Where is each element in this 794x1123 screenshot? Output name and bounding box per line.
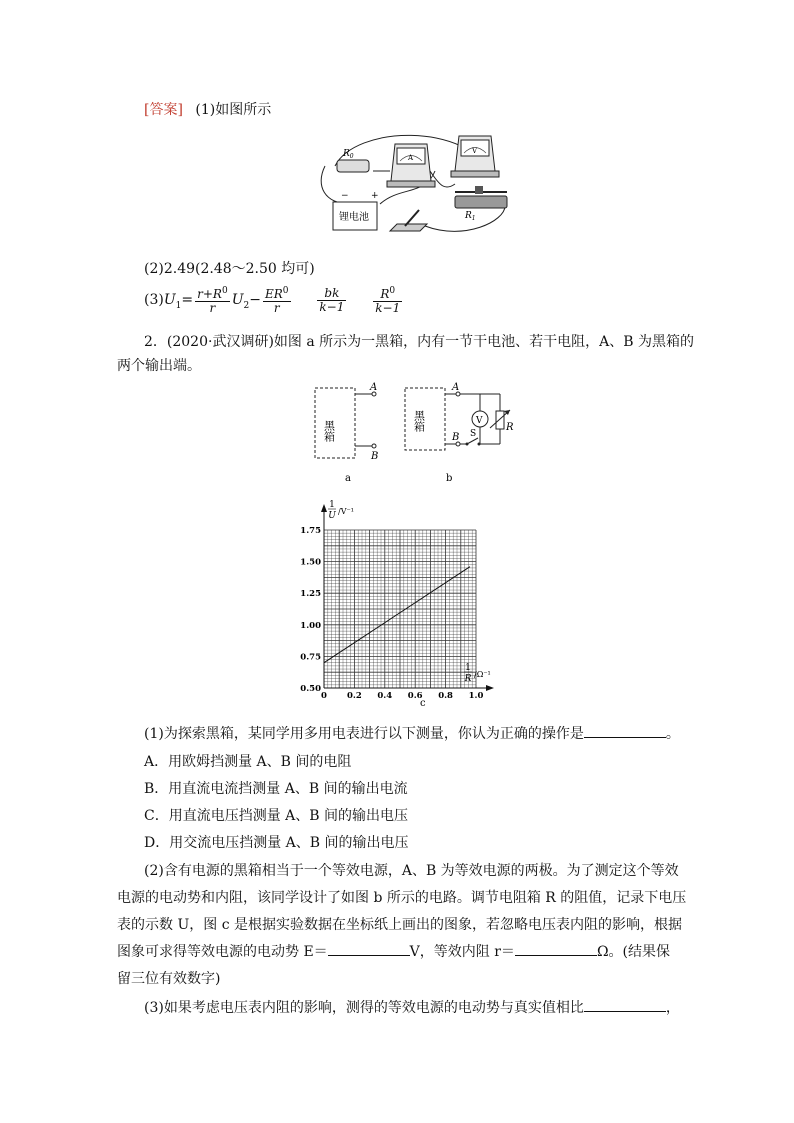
emf-answer-blank[interactable]	[328, 954, 410, 956]
resistance-answer-blank[interactable]	[515, 954, 597, 956]
svg-text:R: R	[506, 422, 514, 433]
figure-b	[400, 380, 530, 485]
sub2-line3: 表的示数 U，图 c 是根据实验数据在坐标纸上画出的图象，若忽略电压表内阻的影响，根据	[117, 917, 682, 933]
svg-text:/V⁻¹: /V⁻¹	[338, 507, 354, 516]
x-tick-label: 0.4	[377, 691, 393, 701]
chart-caption: c	[420, 698, 426, 708]
x-tick-label: 1.0	[468, 691, 484, 701]
chart-c	[290, 498, 530, 708]
x-tick-label: 0.2	[347, 691, 362, 701]
fraction-4: $\frac{R^0}{k-1}$	[375, 286, 401, 315]
sub2-line2: 电源的电动势和内阻，该同学设计了如图 b 所示的电路。调节电阻箱 R 的阻值，记录下电压	[117, 890, 687, 906]
circuit-figure	[315, 126, 515, 238]
sub3-answer-blank[interactable]	[584, 1010, 666, 1012]
fraction-3: $\frac{bk}{k-1}$	[319, 285, 345, 314]
svg-text:A: A	[370, 382, 378, 393]
fraction-1: $\frac{r+R^0}{r}$	[197, 286, 228, 315]
battery	[333, 191, 379, 230]
y-tick-label: 1.75	[300, 526, 321, 536]
y-tick-label: 0.75	[300, 652, 321, 663]
x-axis-arrow	[486, 685, 494, 691]
answer-part3: $(3)U_1=$ $\frac{r+R^0}{r}$ $U_2-$ $\frac{ER^0}{r}$ $\frac{bk}{k-1}$ $\frac{R^0}{k-1}$	[144, 285, 401, 315]
svg-text:锂电池: 锂电池	[339, 212, 369, 223]
option-b: B．用直流电流挡测量 A、B 间的输出电流	[144, 781, 408, 797]
svg-text:B: B	[371, 451, 379, 462]
y-tick-label: 1.50	[300, 557, 321, 568]
sub2-line5: 留三位有效数字)	[117, 971, 221, 987]
x-axis-label	[464, 663, 491, 684]
resistor-r0	[337, 160, 369, 172]
chart-grid	[324, 530, 476, 688]
y-tick-label: 0.50	[300, 684, 321, 694]
answer-part1: (1)如图所示	[195, 102, 272, 118]
svg-text:−: −	[341, 191, 349, 201]
question-line2: 两个输出端。	[117, 358, 201, 374]
switch	[390, 210, 427, 231]
answer-line	[144, 99, 271, 119]
sub3-line: (3)如果考虑电压表内阻的影响，测得的等效电源的电动势与真实值相比 ，	[144, 1000, 680, 1016]
svg-text:+: +	[371, 191, 379, 201]
option-a: A．用欧姆挡测量 A、B 间的电阻	[144, 754, 352, 770]
ammeter	[387, 144, 435, 187]
answer-part2: (2)2.49(2.48～2.50 均可)	[144, 261, 315, 277]
svg-text:S: S	[470, 429, 477, 439]
option-c: C．用直流电压挡测量 A、B 间的输出电压	[144, 808, 409, 824]
chart-series	[324, 567, 470, 663]
svg-text:1: 1	[465, 663, 471, 673]
answer-tag: [答案]	[144, 102, 183, 118]
svg-text:R: R	[464, 674, 472, 684]
sub2-line4: 图象可求得等效电源的电动势 E＝ V，等效内阻 r＝ Ω。(结果保	[117, 944, 671, 960]
svg-text:/Ω⁻¹: /Ω⁻¹	[474, 670, 491, 679]
x-tick-label: 0.6	[407, 691, 423, 701]
svg-text:黑箱: 黑箱	[322, 420, 336, 442]
svg-text:a: a	[345, 473, 351, 484]
svg-text:A: A	[452, 382, 460, 393]
option-d: D．用交流电压挡测量 A、B 间的输出电压	[144, 835, 409, 851]
sub1-line: (1)为探索黑箱，某同学用多用电表进行以下测量，你认为正确的操作是 。	[144, 726, 680, 742]
svg-text:黑箱: 黑箱	[412, 410, 426, 432]
y-axis-label	[328, 500, 354, 521]
y-tick-label: 1.25	[300, 589, 321, 600]
y-tick-label: 1.00	[300, 620, 321, 631]
figure-a	[310, 380, 390, 485]
series-line	[324, 567, 470, 663]
svg-text:A: A	[408, 154, 414, 162]
svg-text:1: 1	[329, 500, 335, 510]
svg-text:V: V	[472, 147, 478, 155]
r0-label: $R_0$	[343, 149, 354, 160]
y-axis-arrow	[321, 504, 327, 512]
sub1-answer-blank[interactable]	[584, 736, 666, 738]
svg-text:U: U	[328, 511, 336, 521]
x-tick-label: 0.8	[438, 691, 453, 701]
svg-text:B: B	[452, 432, 460, 443]
sub2-line1: (2)含有电源的黑箱相当于一个等效电源，A、B 为等效电源的两极。为了测定这个等效	[144, 863, 679, 879]
svg-text:R1: $R_1$	[465, 211, 476, 222]
question-line1: 2．(2020·武汉调研)如图 a 所示为一黑箱，内有一节干电池、若干电阻，A、B 为黑箱的	[144, 334, 695, 350]
svg-text:b: b	[446, 473, 453, 484]
svg-text:V: V	[476, 416, 483, 426]
fraction-2: $\frac{ER^0}{r}$	[264, 286, 289, 315]
x-tick-label: 0	[321, 691, 327, 701]
voltmeter	[451, 136, 499, 177]
